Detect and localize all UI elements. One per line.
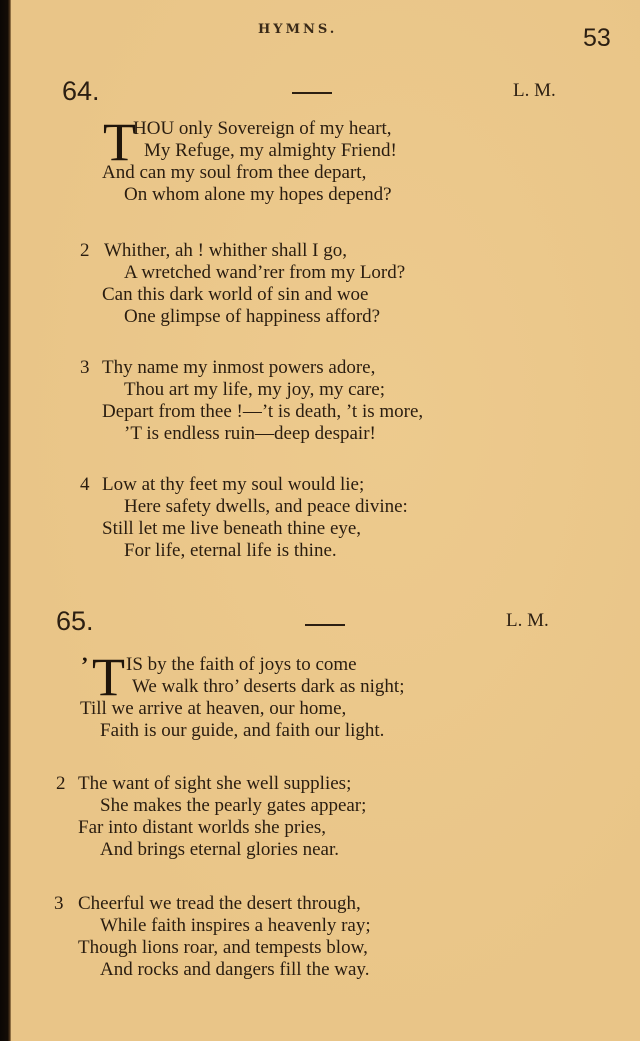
verse-line: A wretched wand’rer from my Lord?	[124, 262, 406, 283]
verse-line: And can my soul from thee depart,	[102, 162, 367, 183]
verse-number: 2	[80, 240, 90, 261]
verse-number: 3	[54, 893, 64, 914]
hymn-number: 64.	[62, 76, 100, 106]
verse-line: Faith is our guide, and faith our light.	[100, 720, 385, 741]
verse-line: Though lions roar, and tempests blow,	[78, 937, 368, 958]
hymn-meter: L. M.	[513, 80, 556, 101]
verse-number: 2	[56, 773, 66, 794]
verse-line: IS by the faith of joys to come	[126, 654, 357, 675]
hymn-number: 65.	[56, 606, 94, 636]
drop-cap: T	[103, 112, 136, 172]
verse-line: The want of sight she well supplies;	[78, 773, 352, 794]
book-spine-edge	[0, 0, 11, 1041]
verse-line: Low at thy feet my soul would lie;	[102, 474, 365, 495]
verse-number: 3	[80, 357, 90, 378]
verse-line: On whom alone my hopes depend?	[124, 184, 392, 205]
verse-number: 4	[80, 474, 90, 495]
running-head: HYMNS.	[258, 22, 338, 37]
verse-line: My Refuge, my almighty Friend!	[144, 140, 397, 161]
verse-line: While faith inspires a heavenly ray;	[100, 915, 371, 936]
verse-line: And brings eternal glories near.	[100, 839, 340, 860]
verse-line: We walk thro’ deserts dark as night;	[132, 676, 405, 697]
hymn-dash	[292, 92, 332, 94]
verse-line: Cheerful we tread the desert through,	[78, 893, 361, 914]
verse-line: One glimpse of happiness afford?	[124, 306, 381, 327]
verse-line: She makes the pearly gates appear;	[100, 795, 367, 816]
hymn-dash	[305, 624, 345, 626]
verse-line: Thou art my life, my joy, my care;	[124, 379, 385, 400]
verse-line: For life, eternal life is thine.	[124, 540, 337, 561]
verse-line: Whither, ah ! whither shall I go,	[104, 240, 348, 261]
verse-line: Still let me live beneath thine eye,	[102, 518, 362, 539]
verse-line: Till we arrive at heaven, our home,	[80, 698, 347, 719]
verse-line: Depart from thee !—’t is death, ’t is more,	[102, 401, 424, 422]
hymn-meter: L. M.	[506, 610, 549, 631]
verse-line: Far into distant worlds she pries,	[78, 817, 327, 838]
verse-line: HOU only Sovereign of my heart,	[133, 118, 392, 139]
drop-cap-apostrophe: ’	[81, 652, 89, 677]
page-number: 53	[583, 24, 611, 52]
verse-line: ’T is endless ruin—deep despair!	[124, 423, 376, 444]
verse-line: And rocks and dangers fill the way.	[100, 959, 370, 980]
drop-cap: T	[92, 647, 125, 707]
verse-line: Can this dark world of sin and woe	[102, 284, 369, 305]
verse-line: Thy name my inmost powers adore,	[102, 357, 376, 378]
verse-line: Here safety dwells, and peace divine:	[124, 496, 408, 517]
